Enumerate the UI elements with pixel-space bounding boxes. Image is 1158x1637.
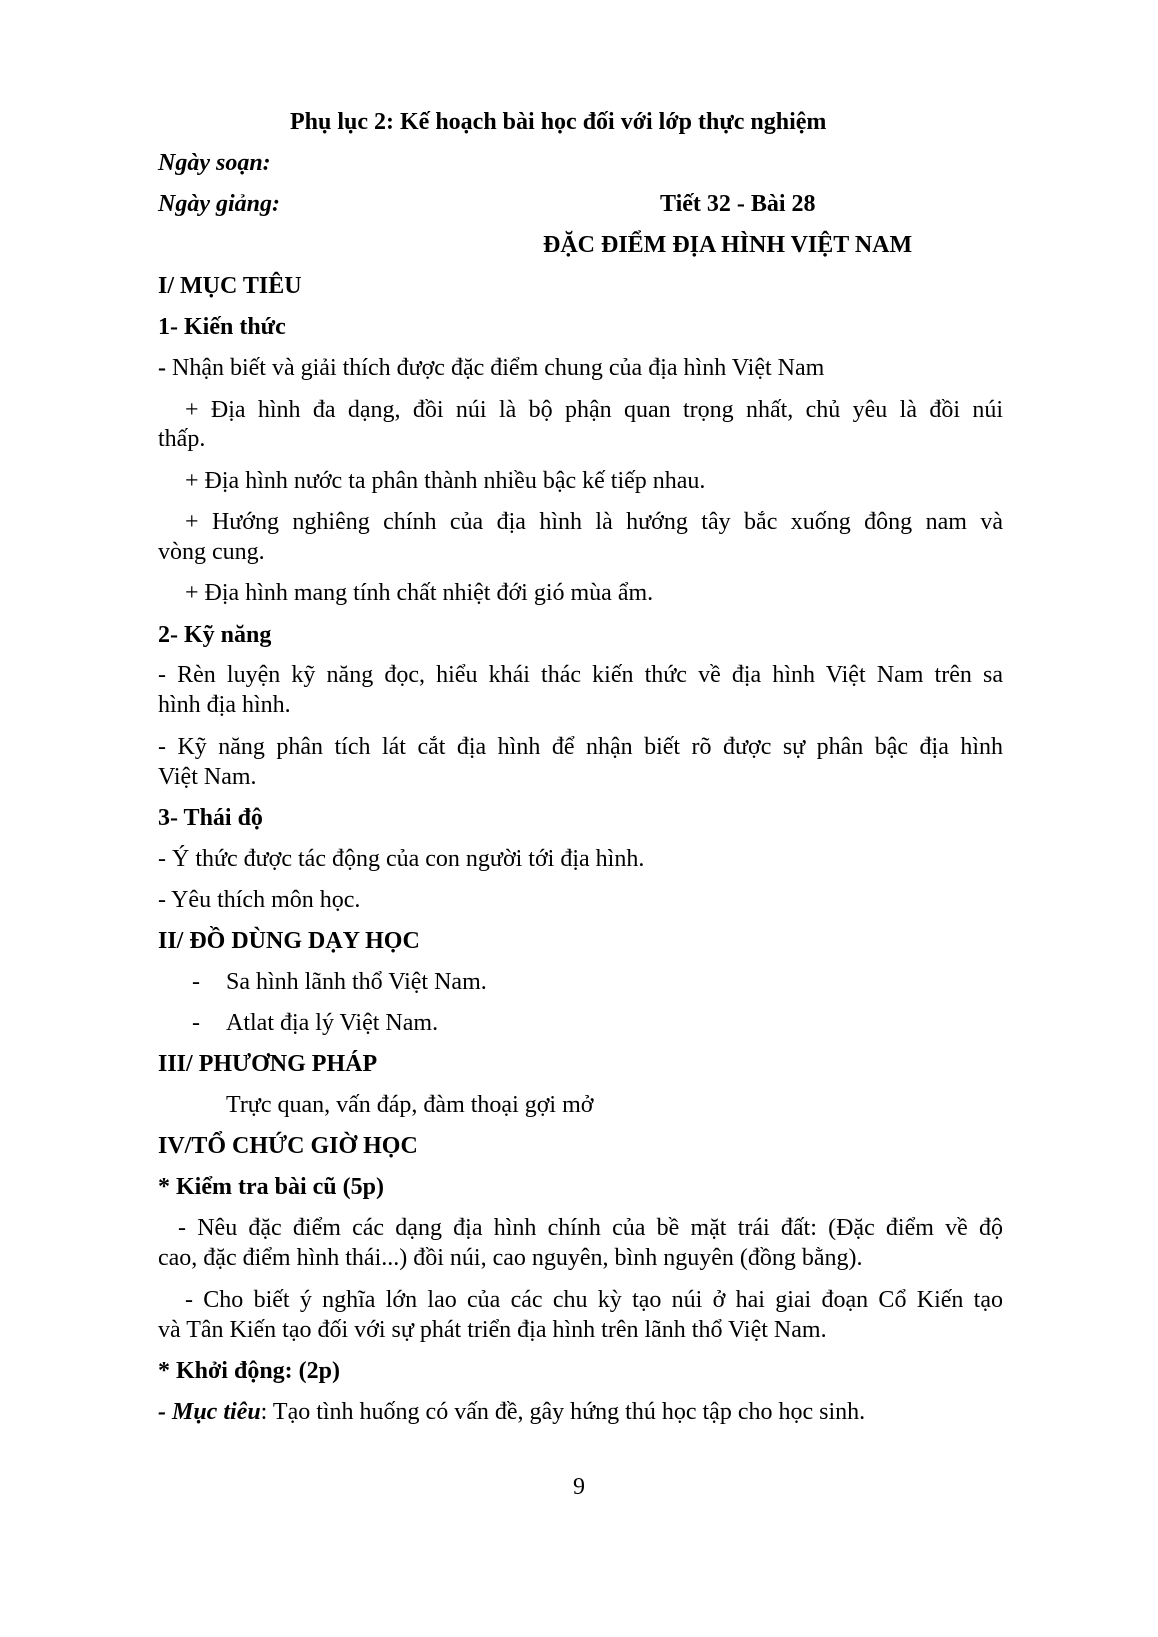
question-1-cont: cao, đặc điểm hình thái...) đồi núi, cao nguyên, bình nguyên (đồng bằng). <box>158 1245 863 1271</box>
appendix-title: Phụ lục 2: Kế hoạch bài học đối với lớp thực nghiệm <box>290 109 827 135</box>
ky-nang-2: - Kỹ năng phân tích lát cắt địa hình để nhận biết rõ được sự phân bậc địa hình <box>158 734 1003 760</box>
lesson-title: ĐẶC ĐIỂM ĐỊA HÌNH VIỆT NAM <box>543 232 913 258</box>
section-heading-to-chuc: IV/TỔ CHỨC GIỜ HỌC <box>158 1133 418 1159</box>
ky-nang-1: - Rèn luyện kỹ năng đọc, hiểu khái thác kiến thức về địa hình Việt Nam trên sa <box>158 662 1003 688</box>
intro-dash: - <box>158 355 166 381</box>
ngay-soan-label: Ngày soạn: <box>158 150 271 176</box>
kien-thuc-point-2: + Địa hình nước ta phân thành nhiều bậc kế tiếp nhau. <box>185 468 706 494</box>
kien-thuc-point-4: + Địa hình mang tính chất nhiệt đới gió mùa ẩm. <box>185 580 654 606</box>
kien-thuc-point-1-cont: thấp. <box>158 426 206 452</box>
do-dung-item-1: Sa hình lãnh thổ Việt Nam. <box>226 969 487 995</box>
lesson-number: Tiết 32 - Bài 28 <box>660 191 816 217</box>
section-heading-muc-tieu: I/ MỤC TIÊU <box>158 273 302 299</box>
question-2-cont: và Tân Kiến tạo đối với sự phát triển địa hình trên lãnh thổ Việt Nam. <box>158 1317 827 1343</box>
section-heading-do-dung: II/ ĐỒ DÙNG DẠY HỌC <box>158 928 420 954</box>
kien-thuc-point-1: + Địa hình đa dạng, đồi núi là bộ phận quan trọng nhất, chủ yêu là đồi núi <box>185 397 1003 423</box>
phuong-phap-text: Trực quan, vấn đáp, đàm thoại gợi mở <box>226 1092 594 1118</box>
kien-thuc-point-3: + Hướng nghiêng chính của địa hình là hướng tây bắc xuống đông nam và <box>185 509 1003 535</box>
thai-do-1: - Ý thức được tác động của con người tới địa hình. <box>158 846 645 872</box>
ngay-giang-label: Ngày giảng: <box>158 191 280 217</box>
do-dung-item-2: Atlat địa lý Việt Nam. <box>226 1010 439 1036</box>
question-2: - Cho biết ý nghĩa lớn lao của các chu kỳ tạo núi ở hai giai đoạn Cổ Kiến tạo <box>185 1287 1003 1313</box>
muc-tieu-text: : Tạo tình huống có vấn đề, gây hứng thú học tập cho học sinh. <box>260 1399 866 1425</box>
subheading-kiem-tra-bai-cu: * Kiểm tra bài cũ (5p) <box>158 1174 384 1200</box>
subheading-khoi-dong: * Khởi động: (2p) <box>158 1358 340 1384</box>
subheading-kien-thuc: 1- Kiến thức <box>158 314 286 340</box>
page-number: 9 <box>573 1474 585 1500</box>
muc-tieu-line <box>158 1397 865 1427</box>
section-heading-phuong-phap: III/ PHƯƠNG PHÁP <box>158 1051 378 1077</box>
kien-thuc-point-3-cont: vòng cung. <box>158 539 265 565</box>
do-dung-dash-1: - <box>192 969 200 995</box>
thai-do-2: - Yêu thích môn học. <box>158 887 361 913</box>
kien-thuc-intro <box>158 353 824 383</box>
question-1: - Nêu đặc điểm các dạng địa hình chính của bề mặt trái đất: (Đặc điểm về độ <box>178 1215 1003 1241</box>
intro-text: Nhận biết và giải thích được đặc điểm chung của địa hình Việt Nam <box>172 355 825 381</box>
muc-tieu-label: - Mục tiêu <box>158 1399 261 1425</box>
subheading-thai-do: 3- Thái độ <box>158 805 263 831</box>
ky-nang-1-cont: hình địa hình. <box>158 692 291 718</box>
do-dung-dash-2: - <box>192 1010 200 1036</box>
ky-nang-2-cont: Việt Nam. <box>158 764 257 790</box>
subheading-ky-nang: 2- Kỹ năng <box>158 622 272 648</box>
